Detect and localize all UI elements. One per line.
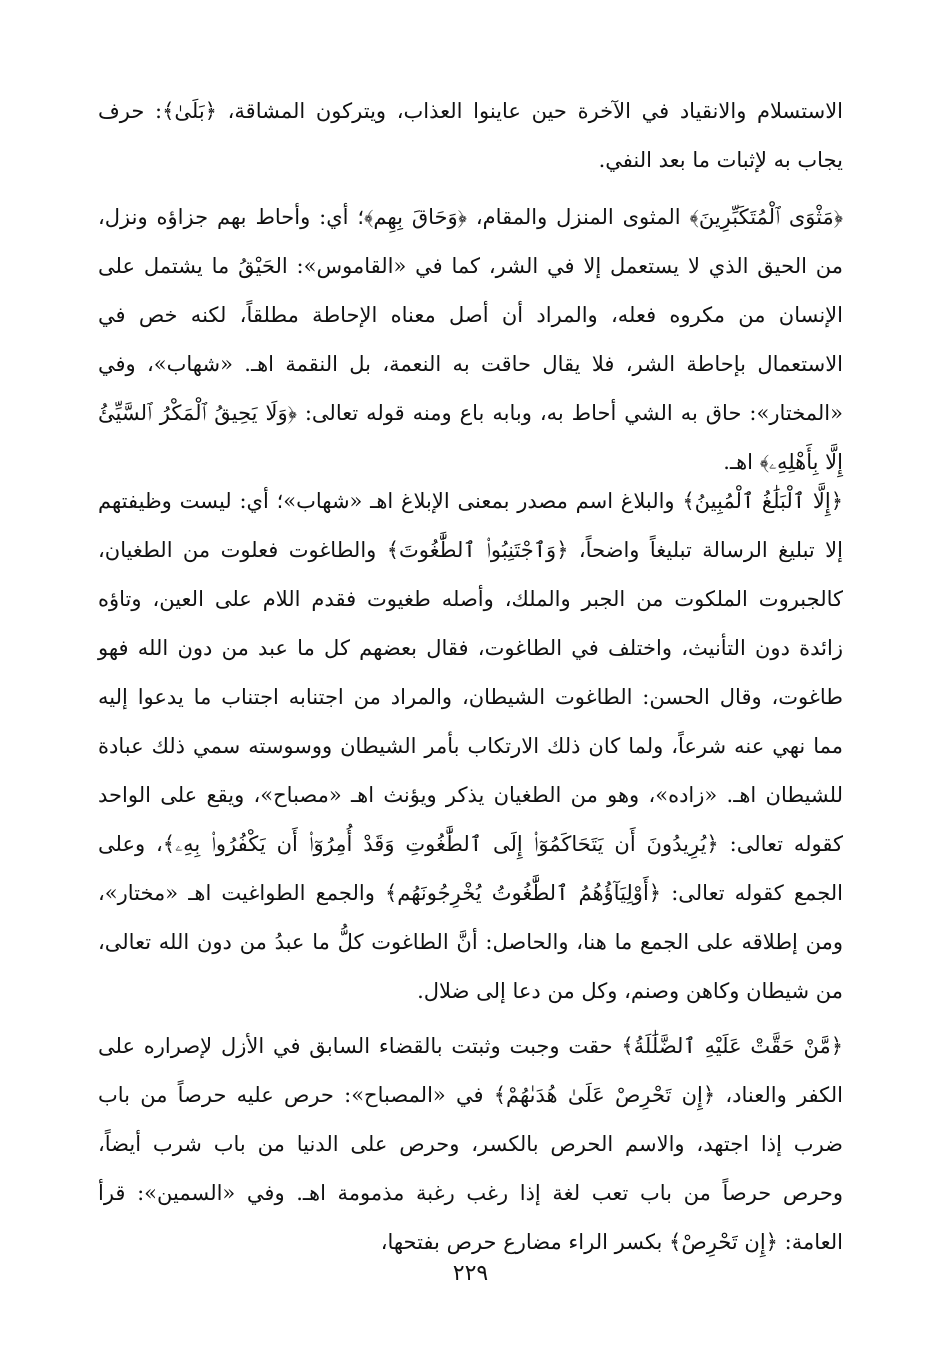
paragraph-1: الاستسلام والانقياد في الآخرة حين عاينوا العذاب، ويتركون المشاقة، ﴿بَلَىٰ﴾: حرف يجاب به لإثبات ما بعد النفي.: [98, 99, 843, 172]
page-number: ٢٢٩: [452, 1261, 489, 1286]
paragraph-4: ﴿مَّنْ حَقَّتْ عَلَيْهِ ٱلضَّلَٰلَةُ﴾ حقت وجبت وثبتت بالقضاء السابق في الأزل لإصراره على الكفر والعناد، ﴿إِن تَحْرِصْ عَلَىٰ هُدَىٰهُمْ﴾ في «المصباح»: حرص عليه حرصاً من باب ضرب إذا اجتهد، والاسم الحرص بالكسر، وحرص على الدنيا من باب شرب أيضاً، وحرص حرصاً من باب تعب لغة إذا رغب رغبة مذمومة اهـ. وفي «السمين»: قرأ العامة: ﴿إِن تَحْرِصْ﴾ بكسر الراء مضارع حرص بفتحها،: [98, 1034, 843, 1254]
paragraph-2: ﴿مَثْوَى ٱلْمُتَكَبِّرِينَ﴾ المثوى المنزل والمقام، ﴿وَحَاقَ بِهِم﴾؛ أي: وأحاط بهم جزاؤه ونزل، من الحيق الذي لا يستعمل إلا في الشر، كما في «القاموس»: الحَيْقُ ما يشتمل على الإنسان من مكروه فعله، والمراد أن أصل معناه الإحاطة مطلقاً، لكنه خص في الاستعمال بإحاطة الشر، فلا يقال حاقت به النعمة، بل النقمة اهـ. «شهاب»، وفي «المختار»: حاق به الشي أحاط به، وبابه باع ومنه قوله تعالى: ﴿وَلَا يَحِيقُ ٱلْمَكْرُ ٱلسَّيِّئُ إِلَّا بِأَهْلِهِۦ﴾ اهـ.: [98, 205, 843, 474]
paragraph-3: ﴿إِلَّا ٱلْبَلَٰغُ ٱلْمُبِينُ﴾ والبلاغ اسم مصدر بمعنى الإبلاغ اهـ «شهاب»؛ أي: ليست وظيفتهم إلا تبليغ الرسالة تبليغاً واضحاً، ﴿وَٱجْتَنِبُوا۟ ٱلطَّٰغُوتَ﴾ والطاغوت فعلوت من الطغيان، كالجبروت الملكوت من الجبر والملك، وأصله طغيوت فقدم اللام على العين، وتاؤه زائدة دون التأنيث، واختلف في الطاغوت، فقال بعضهم كل ما عبد من دون الله فهو طاغوت، وقال الحسن: الطاغوت الشيطان، والمراد من اجتنابه اجتناب ما يدعوا إليه مما نهي عنه شرعاً، ولما كان ذلك الارتكاب بأمر الشيطان ووسوسته سمي ذلك عبادة للشيطان اهـ. «زاده»، وهو من الطغيان يذكر ويؤنث اهـ «مصباح»، ويقع على الواحد كقوله تعالى: ﴿يُرِيدُونَ أَن يَتَحَاكَمُوٓا۟ إِلَى ٱلطَّٰغُوتِ وَقَدْ أُمِرُوٓا۟ أَن يَكْفُرُوا۟ بِهِۦ﴾، وعلى الجمع كقوله تعالى: ﴿أَوْلِيَآؤُهُمُ ٱلطَّٰغُوتُ يُخْرِجُونَهُم﴾ والجمع الطواغيت اهـ «مختار»، ومن إطلاقه على الجمع ما هنا، والحاصل: أنَّ الطاغوت كلُّ ما عبدُ من دون الله تعالى، من شيطان وكاهن وصنم، وكل من دعا إلى ضلال.: [98, 489, 843, 1003]
